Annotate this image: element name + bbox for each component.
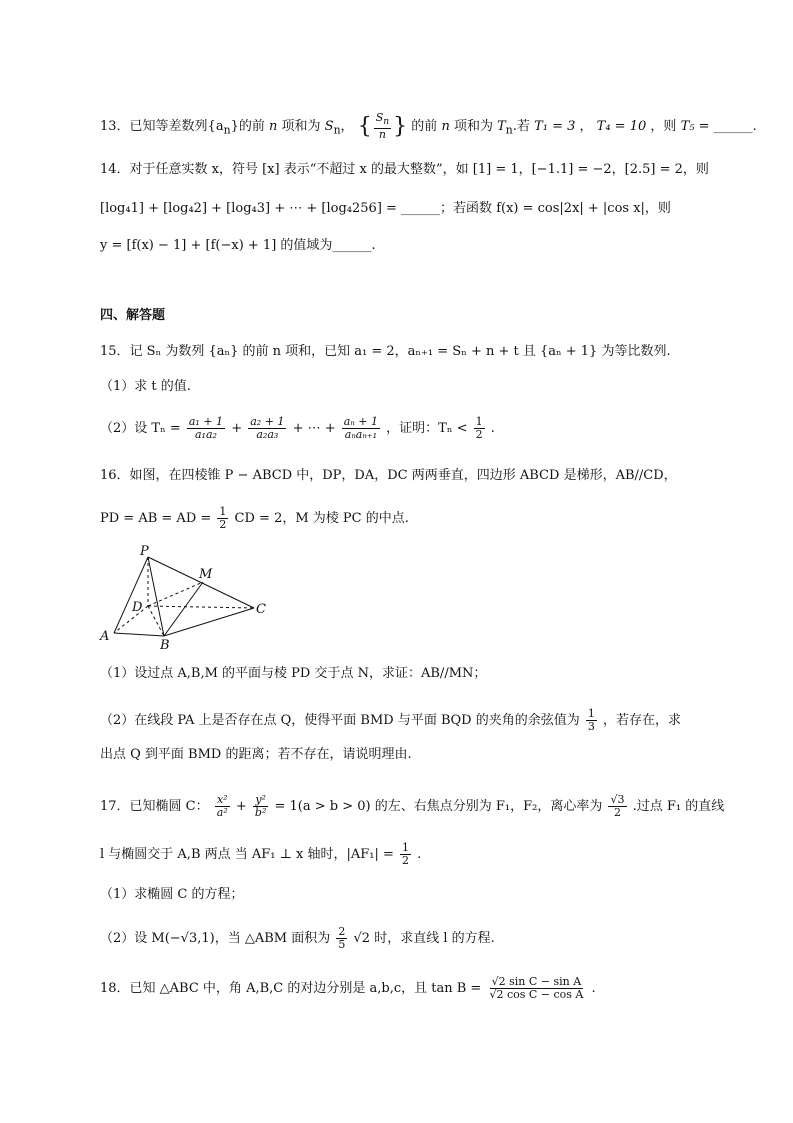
question-15-line-1: 15．记 Sₙ 为数列 {aₙ} 的前 n 项和，已知 a₁ = 2，aₙ₊₁ = Sₙ + n + t 且 {aₙ + 1} 为等比数列. <box>100 344 671 359</box>
q13-var: T₅ <box>680 119 695 135</box>
q15-frac-den: a₂a₃ <box>256 428 279 441</box>
q16-text: CD = 2，M 为棱 PC 的中点. <box>234 511 409 526</box>
q17-frac-den: 2 <box>402 854 410 867</box>
q13-text: }的前 <box>230 119 265 135</box>
q15-frac-den: aₙaₙ₊₁ <box>344 428 378 441</box>
q16-frac-third <box>586 708 597 733</box>
q15-text: ，证明：Tₙ < <box>386 421 468 436</box>
question-16-part-2 <box>100 708 740 733</box>
q17-op: + <box>235 799 247 814</box>
q13-text: 13．已知等差数列{a <box>100 119 224 135</box>
q17-frac-num: x² <box>216 793 228 806</box>
question-16-line-2 <box>100 506 740 531</box>
q18-text: 18．已知 △ABC 中，角 A,B,C 的对边分别是 a,b,c，且 tan B = <box>100 981 482 996</box>
q15-frac-den: 2 <box>475 428 483 441</box>
q15-op: + <box>231 421 243 436</box>
q13-text: ， <box>579 119 593 135</box>
section-heading: 四、解答题 <box>100 308 166 323</box>
q17-frac-den: 5 <box>338 938 346 951</box>
q15-frac-2 <box>248 416 286 441</box>
question-17-line-2 <box>100 842 740 867</box>
question-18 <box>100 976 740 1001</box>
q13-text: ，则 <box>650 119 677 135</box>
question-15-part-2 <box>100 416 740 441</box>
q17-text: （2）设 M(−√3,1)，当 △ABM 面积为 <box>100 931 331 946</box>
q16-frac-num: 1 <box>219 505 227 518</box>
q17-frac-y <box>253 794 268 819</box>
q17-frac-den: 2 <box>613 806 621 819</box>
label-p: P <box>140 544 149 559</box>
q16-frac-den: 3 <box>587 720 595 733</box>
q13-sn-over-n: { $\frac{S_n}{n}$ } <box>357 111 408 142</box>
q13-var: n <box>441 119 450 135</box>
q13-var: T <box>497 119 506 135</box>
q13-blank: = ______. <box>694 119 757 135</box>
q18-frac-num: √2 sin C − sin A <box>491 975 582 988</box>
q16-frac-half <box>217 506 228 531</box>
q17-frac-ecc <box>608 794 626 819</box>
q17-frac-area <box>336 926 347 951</box>
question-14-line-1: 14．对于任意实数 x，符号 [x] 表示“不超过 x 的最大整数”，如 [1] = 1，[−1.1] = −2，[2.5] = 2，则 <box>100 162 709 177</box>
q16-frac-den: 2 <box>219 518 227 531</box>
question-17-line-1 <box>100 794 740 819</box>
q16-text: ，若存在，求 <box>603 713 682 728</box>
question-17-part-2 <box>100 926 740 951</box>
q15-frac-den: a₁a₂ <box>195 428 217 441</box>
q15-text: （2）设 Tₙ = <box>100 421 181 436</box>
q15-frac-1 <box>187 416 225 441</box>
label-d: D <box>132 600 143 615</box>
q13-var: S <box>324 119 334 135</box>
q17-text: l 与椭圆交于 A,B 两点 当 AF₁ ⊥ x 轴时，|AF₁| = <box>100 847 394 862</box>
question-16-part-1: （1）设过点 A,B,M 的平面与棱 PD 交于点 N，求证：AB//MN； <box>100 666 487 681</box>
q17-frac-num: 1 <box>402 841 410 854</box>
q15-text: . <box>490 421 495 436</box>
q15-frac-3 <box>342 416 380 441</box>
question-13: 13．已知等差数列$\{a_n\}$的前 n 项和为 $S_n$， { $\frac{S_n}{n}$ } 的前 n 项和为 $T_n$.若 T₁ = 3 ， T₄ = 10 ，则 T₅ = ______. <box>100 111 757 142</box>
q13-cond: T₄ = 10 <box>596 119 647 135</box>
q15-op: + ⋯ + <box>292 421 336 436</box>
q17-text: . <box>417 847 422 862</box>
q15-frac-num: aₙ + 1 <box>343 415 379 428</box>
q17-frac-num: 2 <box>338 925 346 938</box>
q13-cond: T₁ = 3 <box>534 119 576 135</box>
q17-frac-x <box>215 794 230 819</box>
q15-frac-num: 1 <box>475 415 483 428</box>
q17-frac-den: b² <box>254 806 267 819</box>
q16-text: PD = AB = AD = <box>100 511 212 526</box>
q18-frac-den: √2 cos C − cos A <box>489 988 584 1001</box>
q13-var: n <box>268 119 278 135</box>
q17-frac-num: y² <box>255 793 266 806</box>
question-14-line-2: [log₄1] + [log₄2] + [log₄3] + ⋯ + [log₄256] = ______；若函数 f(x) = cos|2x| + |cos x|，则 <box>100 201 671 216</box>
q17-text: √2 时，求直线 l 的方程. <box>353 931 495 946</box>
label-a: A <box>100 629 110 644</box>
q17-frac-den: a² <box>216 806 228 819</box>
question-16-line-1: 16．如图，在四棱锥 P − ABCD 中，DP，DA，DC 两两垂直，四边形 ABCD 是梯形，AB//CD， <box>100 468 677 483</box>
question-16-part-2-cont: 出点 Q 到平面 BMD 的距离；若不存在，请说明理由. <box>100 747 412 762</box>
q18-frac-tan <box>487 976 585 1001</box>
pyramid-figure <box>96 543 276 653</box>
q13-text: 项和为 <box>281 119 321 135</box>
label-c: C <box>256 602 266 617</box>
q15-frac-num: a₂ + 1 <box>250 415 285 428</box>
q13-text: 的前 <box>411 119 438 135</box>
q13-text: 项和为 <box>453 119 493 135</box>
q17-text: = 1(a > b > 0) 的左、右焦点分别为 F₁，F₂，离心率为 <box>274 799 603 814</box>
q17-text: .过点 F₁ 的直线 <box>632 799 725 814</box>
q16-text: （2）在线段 PA 上是否存在点 Q，使得平面 BMD 与平面 BQD 的夹角的余弦值为 <box>100 713 580 728</box>
label-m: M <box>199 567 213 582</box>
q15-frac-half <box>474 416 485 441</box>
q18-text: . <box>591 981 596 996</box>
q17-frac-num: √3 <box>610 793 625 806</box>
q15-frac-num: a₁ + 1 <box>188 415 224 428</box>
question-17-part-1: （1）求椭圆 C 的方程； <box>100 887 244 902</box>
q16-frac-num: 1 <box>587 707 595 720</box>
q13-text: ， <box>340 119 354 135</box>
label-b: B <box>160 638 170 653</box>
q13-text: .若 <box>512 119 530 135</box>
question-15-part-1: （1）求 t 的值. <box>100 379 191 394</box>
q17-text: 17．已知椭圆 C： <box>100 799 209 814</box>
q17-frac-half <box>400 842 411 867</box>
question-14-line-3: y = [f(x) − 1] + [f(−x) + 1] 的值域为______. <box>100 238 376 253</box>
